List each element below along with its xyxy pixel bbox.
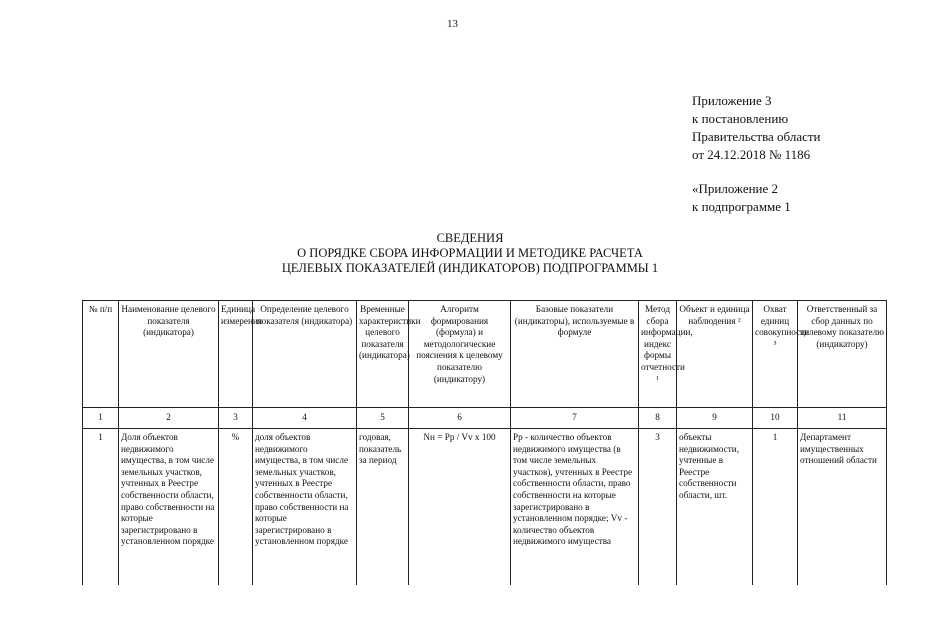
appendix-line: от 24.12.2018 № 1186 [692, 147, 811, 162]
column-number: 7 [511, 408, 639, 429]
appendix-gap [692, 164, 821, 180]
appendix-line: Приложение 3 [692, 93, 772, 108]
column-number: 4 [253, 408, 357, 429]
heading-line: О ПОРЯДКЕ СБОРА ИНФОРМАЦИИ И МЕТОДИКЕ РАСЧЕТА [297, 246, 643, 260]
header-cell: Базовые показатели (индикаторы), используемые в формуле [511, 301, 639, 408]
formula: Nн = Pp / Vv x 100 [409, 429, 511, 586]
observation-object: объекты недвижимости, учтенные в Реестре собственности области, шт. [677, 429, 753, 586]
column-number: 1 [83, 408, 119, 429]
header-cell: Объект и единица наблюдения ² [677, 301, 753, 408]
document-heading [0, 231, 940, 276]
header-cell: Временные характеристики целевого показателя (индикатора) [357, 301, 409, 408]
column-number: 10 [753, 408, 798, 429]
unit-of-measure: % [219, 429, 253, 586]
collection-method: 3 [639, 429, 677, 586]
page-number: 13 [447, 18, 458, 30]
column-number: 6 [409, 408, 511, 429]
header-cell: Метод сбора информации, индекс формы отчетности ¹ [639, 301, 677, 408]
column-number: 5 [357, 408, 409, 429]
column-number: 3 [219, 408, 253, 429]
heading-title: СВЕДЕНИЯ [436, 231, 504, 245]
header-cell: Ответственный за сбор данных по целевому показателю (индикатору) [798, 301, 887, 408]
appendix-block [692, 92, 821, 216]
coverage: 1 [753, 429, 798, 586]
column-number: 2 [119, 408, 219, 429]
header-cell: Единица измерения [219, 301, 253, 408]
appendix-line: «Приложение 2 [692, 181, 779, 196]
time-characteristics: годовая, показатель за период [357, 429, 409, 586]
indicators-table [82, 300, 887, 585]
indicator-definition: доля объектов недвижимого имущества, в том числе земельных участков, учтенных в Реестре собственности области, право собственности на которые зарегистрировано в установленном порядке [253, 429, 357, 586]
header-cell: № п/п [83, 301, 119, 408]
header-cell: Охват единиц совокупности ³ [753, 301, 798, 408]
header-cell: Наименование целевого показателя (индикатора) [119, 301, 219, 408]
table-row [83, 429, 887, 586]
appendix-line: к постановлению [692, 111, 789, 126]
appendix-line: Правительства области [692, 129, 821, 144]
column-number-row [83, 408, 887, 429]
base-indicators: Pp - количество объектов недвижимого имущества (в том числе земельных участков), учтенных в Реестре собственности области, право собственности на которые зарегистрировано в установленном порядке; Vv - количество объектов недвижимого имущества [511, 429, 639, 586]
header-cell: Определение целевого показателя (индикатора) [253, 301, 357, 408]
heading-line: ЦЕЛЕВЫХ ПОКАЗАТЕЛЕЙ (ИНДИКАТОРОВ) ПОДПРОГРАММЫ 1 [281, 261, 659, 275]
row-number: 1 [83, 429, 119, 586]
responsible-body: Департамент имущественных отношений области [798, 429, 887, 586]
indicator-name: Доля объектов недвижимого имущества, в том числе земельных участков, учтенных в Реестре собственности области, право собственности на которые зарегистрировано в установленном порядке [119, 429, 219, 586]
appendix-line: к подпрограмме 1 [692, 199, 791, 214]
column-number: 8 [639, 408, 677, 429]
column-number: 11 [798, 408, 887, 429]
header-cell: Алгоритм формирования (формула) и методологические пояснения к целевому показателю (индикатору) [409, 301, 511, 408]
table-header-row [83, 301, 887, 408]
column-number: 9 [677, 408, 753, 429]
